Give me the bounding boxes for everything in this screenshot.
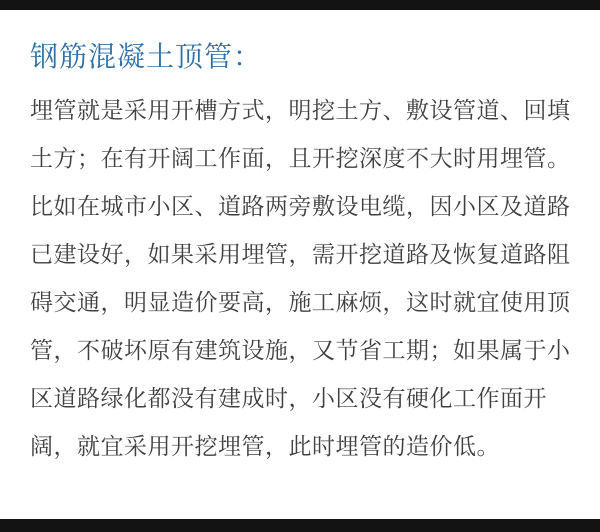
letterbox-top-bar (0, 0, 600, 10)
body-text-line: 比如在城市小区、道路两旁敷设电缆，因小区及道路 (30, 193, 571, 219)
body-text-line: 土方；在有开阔工作面，且开挖深度不大时用埋管。 (30, 145, 571, 171)
body-text-line: 碍交通，明显造价要高，施工麻烦，这时就宜使用顶 (30, 289, 571, 315)
body-text-line: 阔，就宜采用开挖埋管，此时埋管的造价低。 (30, 433, 500, 459)
letterbox-bottom-bar (0, 519, 600, 532)
article-content (30, 40, 572, 470)
body-text-line: 埋管就是采用开槽方式，明挖土方、敷设管道、回填 (30, 97, 571, 123)
article-title: 钢筋混凝土顶管： (30, 41, 263, 72)
body-text-line: 管，不破坏原有建筑设施，又节省工期；如果属于小 (30, 337, 571, 363)
article-body (30, 86, 572, 470)
body-text-line: 区道路绿化都没有建成时，小区没有硬化工作面开 (30, 385, 547, 411)
body-text-line: 已建设好，如果采用埋管，需开挖道路及恢复道路阻 (30, 241, 571, 267)
